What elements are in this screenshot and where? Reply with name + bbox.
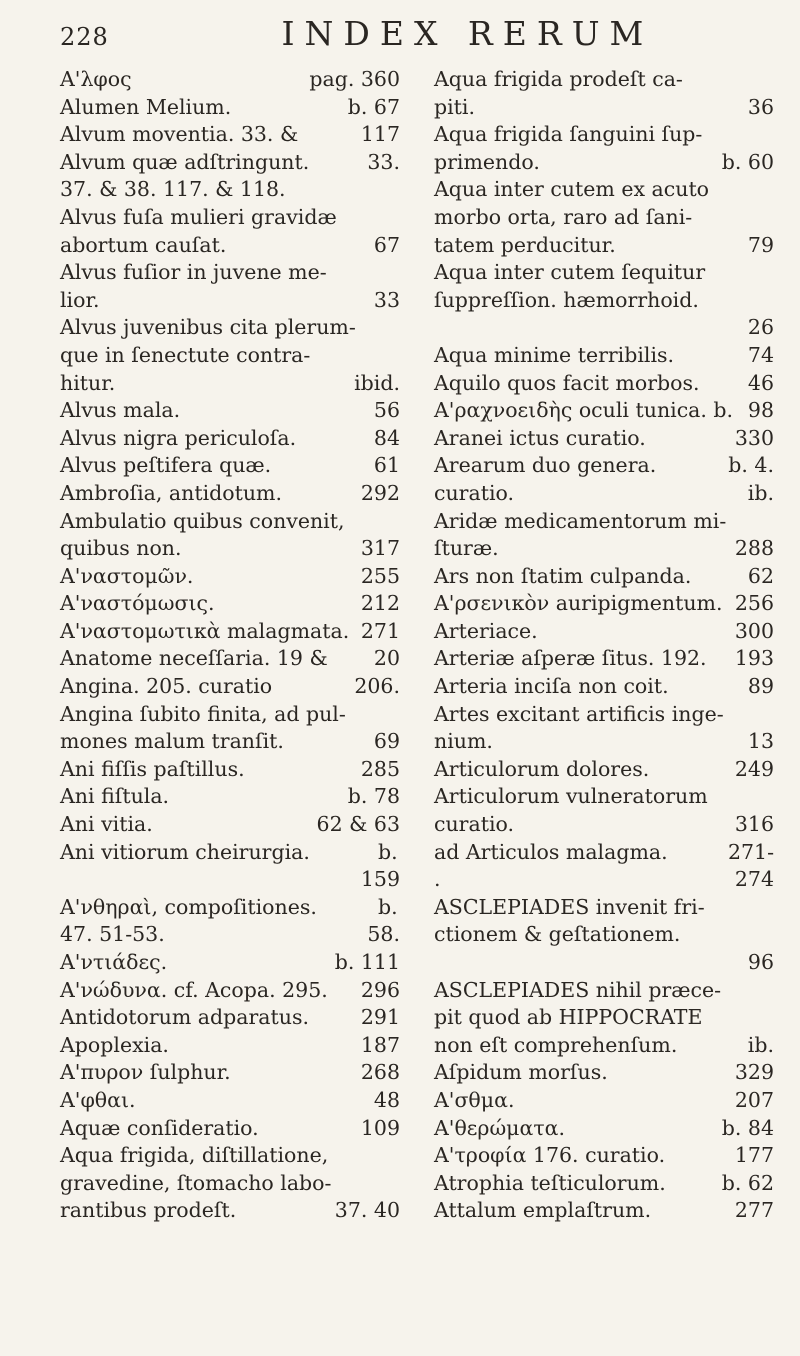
entry-line	[60, 977, 400, 1005]
index-entry	[434, 590, 774, 618]
entry-line	[60, 66, 400, 94]
entry-line	[60, 452, 400, 480]
running-header	[60, 14, 776, 66]
entry-text: morbo orta, raro ad ſani-	[434, 204, 693, 229]
entry-text: quibus non.	[60, 536, 182, 561]
entry-line	[434, 756, 774, 784]
entry-text: Aquilo quos facit morbos.	[434, 370, 700, 395]
entry-line	[60, 618, 400, 646]
index-entry	[60, 149, 400, 204]
page-reference: 274	[734, 867, 774, 892]
entry-line	[434, 287, 774, 315]
entry-line	[434, 397, 774, 425]
page-reference: 117	[360, 122, 400, 147]
page-number: 228	[60, 23, 109, 51]
index-entry	[434, 452, 774, 507]
index-entry	[434, 645, 774, 673]
entry-text: Ani fiſſis paſtillus.	[60, 756, 245, 781]
entry-text: 37. & 38. 117. & 118.	[60, 177, 286, 202]
index-entry	[434, 701, 774, 756]
entry-line	[434, 370, 774, 398]
entry-text: Α'ναστόμωσις.	[60, 591, 215, 616]
index-entry	[60, 508, 400, 563]
entry-text: Alvus fuſa mulieri gravidæ	[60, 204, 337, 229]
entry-line	[434, 1032, 774, 1060]
page-title: INDEX RERUM	[281, 14, 654, 53]
index-entry	[60, 121, 400, 149]
entry-text: Ars non ſtatim culpanda.	[434, 563, 692, 588]
entry-line	[60, 121, 400, 149]
index-entry	[60, 480, 400, 508]
entry-text: Aſpidum morſus.	[434, 1060, 608, 1085]
entry-text: non eſt comprehenſum.	[434, 1032, 678, 1057]
entry-line	[434, 232, 774, 260]
entry-line	[60, 756, 400, 784]
entry-text: abortum cauſat.	[60, 232, 227, 257]
page-reference: 330	[734, 425, 774, 450]
index-entry	[60, 452, 400, 480]
right-index-column	[434, 66, 774, 1225]
index-entry	[434, 121, 774, 176]
page-reference: 58.	[367, 922, 400, 947]
entry-text: Arearum duo genera.	[434, 453, 657, 478]
index-entry	[434, 1087, 774, 1115]
page-reference: pag. 360	[309, 67, 400, 91]
entry-line	[60, 590, 400, 618]
entry-line	[60, 94, 400, 122]
entry-text: Arteriace.	[434, 618, 538, 643]
entry-line	[434, 452, 774, 480]
index-entry	[60, 894, 400, 949]
entry-line	[60, 1059, 400, 1087]
index-entry	[60, 1032, 400, 1060]
index-entry	[60, 618, 400, 646]
entry-line	[434, 149, 774, 177]
index-entry	[60, 1004, 400, 1032]
page-reference: b. 111	[334, 950, 400, 974]
entry-line	[434, 783, 774, 811]
page-reference: 62	[747, 563, 774, 588]
entry-text: ad Articulos malagma.	[434, 839, 668, 864]
page-reference: 33.	[367, 149, 400, 174]
entry-line	[60, 149, 400, 177]
page-reference: b. 60	[721, 149, 774, 174]
entry-line	[60, 1032, 400, 1060]
entry-line	[82, 866, 400, 894]
page-reference: 109	[360, 1115, 400, 1140]
page-reference: ib.	[747, 1032, 774, 1057]
index-entry	[60, 756, 400, 784]
entry-text: Α'ρσενικὸν auripigmentum.	[434, 591, 723, 616]
entry-text: ſuppreſſion. hæmorrhoid.	[434, 287, 699, 312]
entry-line	[60, 259, 400, 287]
page-reference: 291	[360, 1005, 400, 1030]
entry-line	[434, 66, 774, 94]
index-entry	[434, 176, 774, 259]
entry-line	[60, 508, 400, 536]
page-reference: 67	[373, 232, 400, 257]
page-reference: 46	[747, 370, 774, 395]
entry-line	[434, 259, 774, 287]
entry-line	[434, 590, 774, 618]
entry-line	[434, 839, 774, 867]
entry-line	[456, 314, 774, 342]
page-reference: 316	[734, 812, 774, 837]
index-entry	[434, 977, 774, 1060]
entry-text: Aqua frigida prodeſt ca-	[434, 67, 683, 91]
page-reference: 13	[747, 729, 774, 754]
page-reference: b. 62	[721, 1170, 774, 1195]
entry-text: pit quod ab HIPPOCRATE	[434, 1005, 703, 1030]
index-entry	[60, 1115, 400, 1143]
entry-line	[434, 645, 774, 673]
entry-text: rantibus prodeſt.	[60, 1198, 237, 1223]
entry-line	[60, 370, 400, 398]
entry-text: Attalum emplaſtrum.	[434, 1198, 652, 1223]
entry-text: Ani vitiorum cheirurgia.	[60, 839, 310, 864]
page-reference: 98	[747, 398, 774, 423]
entry-line	[434, 535, 774, 563]
page-reference: 296	[360, 977, 400, 1002]
entry-line	[60, 1115, 400, 1143]
entry-line	[60, 673, 400, 701]
entry-line	[60, 701, 400, 729]
index-entry	[434, 66, 774, 121]
entry-text: Α'θερώματα.	[434, 1115, 566, 1140]
entry-line	[60, 811, 400, 839]
entry-text: Apoplexia.	[60, 1032, 169, 1057]
entry-line	[60, 783, 400, 811]
entry-text: Aranei ictus curatio.	[434, 425, 646, 450]
entry-line	[434, 480, 774, 508]
entry-line	[434, 701, 774, 729]
page-reference: 61	[373, 453, 400, 478]
page-reference: b. 84	[721, 1115, 774, 1140]
entry-text: curatio.	[434, 812, 514, 837]
page-reference: ibid.	[354, 370, 400, 395]
entry-text: Arteria inciſa non coit.	[434, 674, 669, 699]
page-reference: 36	[747, 94, 774, 119]
entry-line	[434, 1170, 774, 1198]
entry-text: ASCLEPIADES invenit fri-	[434, 894, 705, 919]
entry-text: Α'σθμα.	[434, 1087, 515, 1112]
entry-text: piti.	[434, 94, 475, 119]
index-entry	[60, 645, 400, 673]
entry-text: Arteriæ aſperæ ſitus. 192.	[434, 646, 707, 671]
entry-line	[60, 425, 400, 453]
entry-text: Α'νώδυνα. cf. Acopa. 295.	[60, 977, 328, 1002]
page-reference: 89	[747, 674, 774, 699]
entry-line	[60, 480, 400, 508]
entry-text: Ambroſia, antidotum.	[60, 480, 282, 505]
index-entry	[60, 839, 400, 894]
entry-line	[434, 866, 774, 894]
index-entry	[60, 204, 400, 259]
page-reference: 206.	[354, 674, 400, 699]
entry-text: Α'ντιάδες.	[60, 950, 168, 974]
entry-text: Artes excitant artificis inge-	[434, 701, 724, 726]
page-reference: 26	[747, 315, 774, 340]
entry-text: Alvus nigra periculoſa.	[60, 425, 297, 450]
entry-text: curatio.	[434, 480, 514, 505]
index-entry	[434, 1197, 774, 1225]
entry-text: Α'ναστομωτικὰ malagmata.	[60, 618, 350, 643]
page-reference: 271-	[727, 839, 774, 864]
entry-line	[434, 563, 774, 591]
entry-line	[60, 728, 400, 756]
page-reference: b. 4.	[728, 453, 774, 478]
page-reference: 37. 40	[334, 1198, 400, 1223]
entry-text: primendo.	[434, 149, 540, 174]
entry-text: Α'πυρον ſulphur.	[60, 1060, 231, 1085]
entry-line	[434, 94, 774, 122]
index-entry	[60, 811, 400, 839]
entry-line	[434, 921, 774, 949]
entry-line	[60, 314, 400, 342]
entry-text: Α'ναστομῶν.	[60, 563, 194, 588]
index-entry	[434, 756, 774, 784]
index-entry	[434, 370, 774, 398]
entry-text: ſturæ.	[434, 536, 499, 561]
page-reference: 69	[373, 729, 400, 754]
page-reference: 33	[373, 287, 400, 312]
page-reference: 48	[373, 1087, 400, 1112]
entry-line	[60, 949, 400, 977]
page-reference: 212	[360, 591, 400, 616]
page-reference: 62 & 63	[316, 812, 400, 837]
entry-line	[434, 204, 774, 232]
page-reference: b. 67	[347, 94, 400, 119]
entry-text: Anatome neceſſaria. 19 &	[60, 646, 328, 671]
entry-text: Articulorum vulneratorum	[434, 784, 708, 809]
index-entry	[434, 1170, 774, 1198]
entry-text: Ambulatio quibus convenit,	[60, 508, 345, 533]
entry-text: Angina ſubito finita, ad pul-	[60, 701, 346, 726]
entry-text: Α'λφος	[60, 67, 132, 91]
index-entry	[434, 425, 774, 453]
index-entry	[60, 397, 400, 425]
page-reference: 177	[734, 1143, 774, 1168]
page-reference: 56	[373, 398, 400, 423]
page-reference: 96	[747, 950, 774, 974]
entry-line	[434, 342, 774, 370]
index-entry	[60, 314, 400, 397]
entry-text: tatem perducitur.	[434, 232, 616, 257]
entry-line	[60, 921, 400, 949]
entry-line	[60, 1142, 400, 1170]
entry-line	[434, 673, 774, 701]
page-reference: 187	[360, 1032, 400, 1057]
index-entry	[60, 1059, 400, 1087]
entry-text: Antidotorum adparatus.	[60, 1005, 309, 1030]
page-reference: 193	[734, 646, 774, 671]
index-entry	[60, 783, 400, 811]
page-reference: 288	[734, 536, 774, 561]
index-entry	[434, 618, 774, 646]
index-entry	[434, 563, 774, 591]
entry-line	[434, 977, 774, 1005]
entry-text: Alvus fuſior in juvene me-	[60, 260, 327, 285]
page-reference: 277	[734, 1198, 774, 1223]
page-reference: 207	[734, 1087, 774, 1112]
entry-line	[434, 425, 774, 453]
entry-line	[60, 342, 400, 370]
index-entry	[434, 673, 774, 701]
index-entry	[60, 590, 400, 618]
left-index-column	[60, 66, 400, 1225]
entry-line	[60, 563, 400, 591]
page-reference: 256	[734, 591, 774, 616]
entry-text: Α'φθαι.	[60, 1087, 136, 1112]
index-entry	[434, 259, 774, 342]
entry-line	[60, 645, 400, 673]
page-reference: 329	[734, 1060, 774, 1085]
index-entry	[60, 1087, 400, 1115]
page-reference: 20	[373, 646, 400, 671]
index-entry	[60, 1142, 400, 1225]
entry-line	[434, 1087, 774, 1115]
index-entry	[434, 783, 774, 838]
index-entry	[434, 1115, 774, 1143]
index-entry	[434, 342, 774, 370]
page-reference: 292	[360, 480, 400, 505]
page-reference: 285	[360, 756, 400, 781]
entry-text: Aqua inter cutem ſequitur	[434, 260, 706, 285]
entry-text: ASCLEPIADES nihil præce-	[434, 977, 722, 1002]
entry-text: Alvus juvenibus cita plerum-	[60, 315, 356, 340]
index-entry	[60, 563, 400, 591]
entry-text: Aquæ conſideratio.	[60, 1115, 259, 1140]
entry-text: .	[434, 867, 441, 892]
entry-line	[456, 949, 774, 977]
page-reference: 74	[747, 342, 774, 367]
entry-text: Articulorum dolores.	[434, 756, 650, 781]
index-entry	[434, 894, 774, 977]
index-entry	[434, 1059, 774, 1087]
index-entry	[60, 949, 400, 977]
index-entry	[60, 701, 400, 756]
entry-text: Ani fiſtula.	[60, 784, 170, 809]
entry-text: Atrophia teſticulorum.	[434, 1170, 666, 1195]
page-reference: b. 78	[347, 784, 400, 809]
page-reference: 159	[360, 867, 400, 892]
entry-line	[60, 397, 400, 425]
page-reference: 271	[360, 618, 400, 643]
entry-line: b. Α'νθηραὶ, compoſitiones.	[60, 894, 398, 919]
index-entry	[434, 1142, 774, 1170]
entry-line	[434, 728, 774, 756]
index-entry	[60, 977, 400, 1005]
entry-text: Aqua frigida ſanguini ſup-	[434, 122, 703, 147]
entry-text: ctionem & geſtationem.	[434, 922, 681, 947]
entry-line	[434, 1142, 774, 1170]
page-reference: 249	[734, 756, 774, 781]
entry-text: Angina. 205. curatio	[60, 674, 273, 699]
entry-line	[434, 894, 774, 922]
index-entry	[60, 673, 400, 701]
entry-line	[434, 1197, 774, 1225]
entry-line: b. Ani vitiorum cheirurgia.	[60, 839, 398, 864]
entry-line	[434, 508, 774, 536]
entry-text: Aqua minime terribilis.	[434, 342, 675, 367]
index-entry	[434, 839, 774, 894]
page-reference: 255	[360, 563, 400, 588]
entry-text: 47. 51-53.	[60, 922, 165, 947]
entry-line	[60, 1004, 400, 1032]
index-entry	[60, 94, 400, 122]
entry-text: Aqua inter cutem ex acuto	[434, 177, 710, 202]
entry-line	[60, 176, 400, 204]
index-entry	[434, 508, 774, 563]
entry-line	[60, 1170, 400, 1198]
entry-text: Α'νθηραὶ, compoſitiones.	[60, 894, 317, 919]
entry-text: Ani vitia.	[60, 812, 153, 837]
page-reference: 268	[360, 1060, 400, 1085]
entry-line	[60, 1087, 400, 1115]
entry-line	[60, 1197, 400, 1225]
entry-text: hitur.	[60, 370, 116, 395]
entry-line	[60, 232, 400, 260]
entry-text: mones malum tranſit.	[60, 729, 284, 754]
entry-text: Alvus peſtifera quæ.	[60, 453, 272, 478]
page-reference: 79	[747, 232, 774, 257]
entry-text: Aridæ medicamentorum mi-	[434, 508, 727, 533]
entry-line	[434, 121, 774, 149]
entry-line	[434, 1059, 774, 1087]
entry-text: Alumen Melium.	[60, 94, 232, 119]
index-entry	[434, 397, 774, 425]
entry-text: gravedine, ſtomacho labo-	[60, 1170, 332, 1195]
entry-text: Α'τροφία 176. curatio.	[434, 1143, 666, 1168]
entry-text: Alvus mala.	[60, 398, 181, 423]
entry-line	[434, 1115, 774, 1143]
page-reference: 317	[360, 536, 400, 561]
page-reference: ib.	[747, 480, 774, 505]
entry-text: Alvum quæ adſtringunt.	[60, 149, 310, 174]
page-reference: 300	[734, 618, 774, 643]
index-entry	[60, 66, 400, 94]
entry-line	[434, 618, 774, 646]
entry-line	[434, 811, 774, 839]
entry-text: Α'ραχνοειδὴς oculi tunica. b.	[434, 398, 734, 423]
entry-text: que in ſenectute contra-	[60, 342, 311, 367]
entry-line	[434, 1004, 774, 1032]
entry-line	[434, 176, 774, 204]
entry-line	[60, 204, 400, 232]
page-reference: 84	[373, 425, 400, 450]
entry-text: Aqua frigida, diſtillatione,	[60, 1143, 329, 1168]
entry-line	[60, 535, 400, 563]
index-entry	[60, 425, 400, 453]
entry-text: nium.	[434, 729, 493, 754]
index-entry	[60, 259, 400, 314]
entry-text: lior.	[60, 287, 100, 312]
entry-text: Alvum moventia. 33. &	[60, 122, 299, 147]
entry-line	[60, 287, 400, 315]
